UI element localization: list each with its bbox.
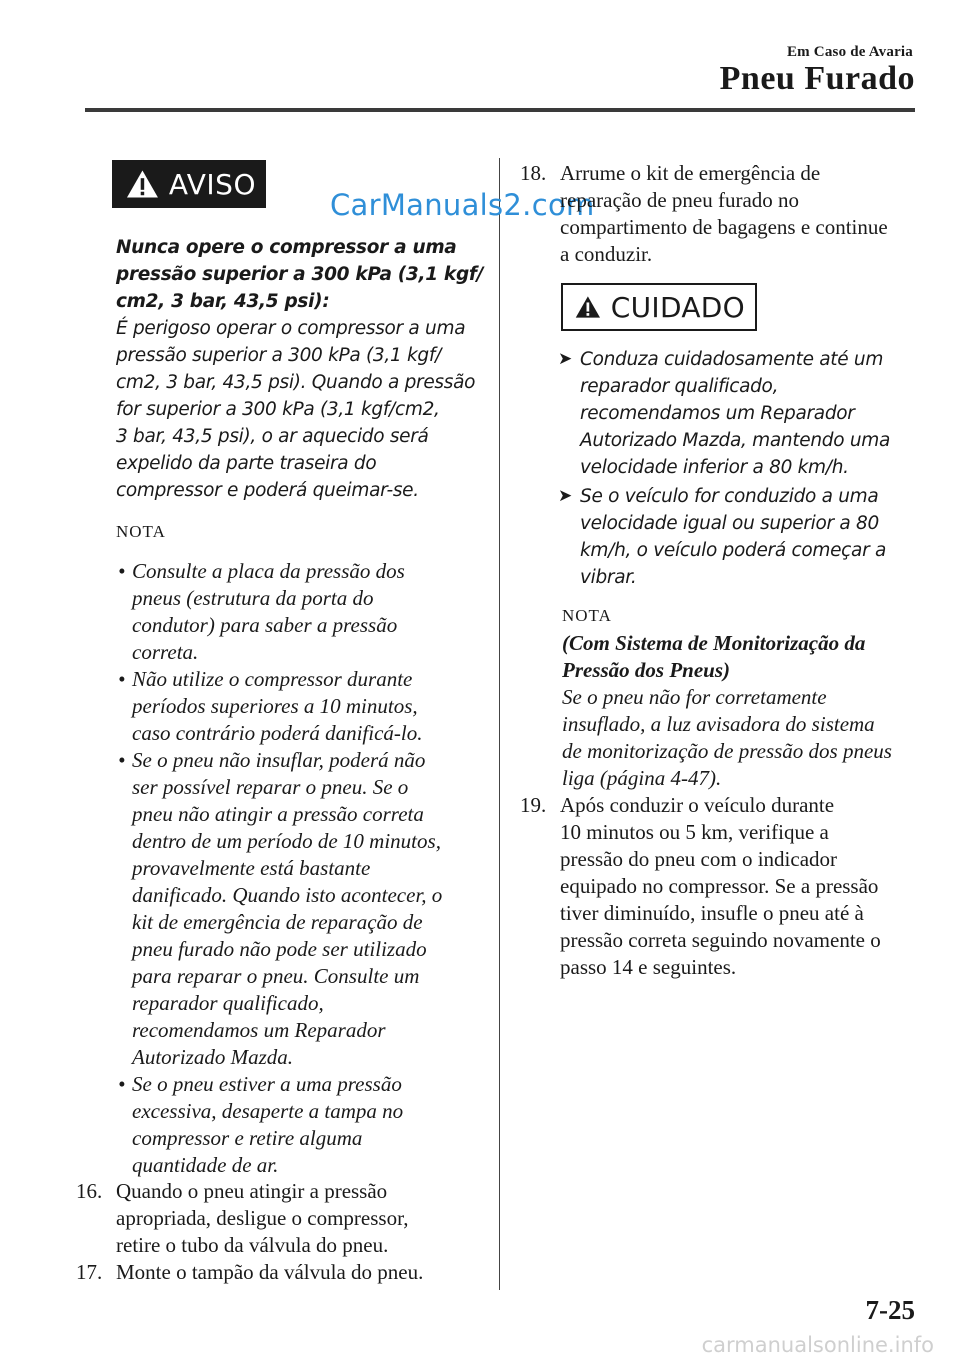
text-line: Consulte a placa da pressão dos: [132, 559, 405, 583]
text-line: Monte o tampão da válvula do pneu.: [116, 1260, 424, 1284]
watermark: CarManuals2.com: [330, 188, 595, 222]
section-title: Em Caso de Avaria: [786, 44, 913, 60]
text-line: É perigoso operar o compressor a uma: [116, 318, 466, 339]
step-number: 16.: [76, 1179, 103, 1203]
text-line: pressão do pneu com o indicador: [560, 847, 838, 871]
text-line: reparador qualificado,: [132, 991, 324, 1015]
text-line: períodos superiores a 10 minutos,: [132, 694, 418, 718]
text-line: Conduza cuidadosamente até um: [580, 349, 884, 370]
text-line: 3 bar, 43,5 psi), o ar aquecido será: [116, 426, 429, 447]
text-line: reparador qualificado,: [580, 376, 779, 397]
text-line: condutor) para saber a pressão: [132, 613, 398, 637]
caution-label: CUIDADO: [610, 290, 745, 324]
step-item: [76, 1178, 496, 1259]
text-line: cm2, 3 bar, 43,5 psi):: [116, 291, 330, 312]
text-line: insuflado, a luz avisadora do sistema: [562, 712, 875, 736]
text-line: cm2, 3 bar, 43,5 psi). Quando a pressão: [116, 372, 476, 393]
text-line: dentro de um período de 10 minutos,: [132, 829, 441, 853]
list-item: [558, 346, 918, 481]
text-line: Após conduzir o veículo durante: [560, 793, 835, 817]
text-line: vibrar.: [580, 567, 637, 588]
text-line: ser possível reparar o pneu. Se o: [132, 775, 409, 799]
text-line: velocidade igual ou superior a 80: [580, 513, 879, 534]
text-line: pneus (estrutura da porta do: [132, 586, 374, 610]
step-item: [76, 1259, 496, 1286]
warning-heading: [116, 234, 486, 315]
caution-triangle-icon: [575, 292, 601, 322]
text-line: recomendamos um Reparador: [132, 1018, 386, 1042]
text-line: compartimento de bagagens e continue: [560, 215, 888, 239]
text-line: 10 minutos ou 5 km, verifique a: [560, 820, 829, 844]
text-line: passo 14 e seguintes.: [560, 955, 737, 979]
text-line: compressor e retire alguma: [132, 1126, 363, 1150]
warning-triangle-icon: [126, 169, 159, 199]
list-item: [106, 747, 486, 1071]
text-line: Se o veículo for conduzido a uma: [580, 486, 879, 507]
page-title: Pneu Furado: [719, 60, 915, 97]
text-line: caso contrário poderá danificá-lo.: [132, 721, 423, 745]
warning-label-box: [112, 160, 266, 208]
text-line: reparação de pneu furado no: [560, 188, 800, 212]
text-line: compressor e poderá queimar-se.: [116, 480, 419, 501]
text-line: velocidade inferior a 80 km/h.: [580, 457, 849, 478]
note-subheading: [562, 630, 922, 684]
text-line: Autorizado Mazda, mantendo uma: [580, 430, 891, 451]
text-line: Autorizado Mazda.: [132, 1045, 294, 1069]
step-item: [520, 792, 920, 981]
footer-watermark: carmanualsonline.info: [701, 1333, 934, 1357]
text-line: Se o pneu estiver a uma pressão: [132, 1072, 402, 1096]
note-heading: NOTA: [562, 606, 612, 625]
text-line: pressão superior a 300 kPa (3,1 kgf/: [116, 345, 442, 366]
text-line: Nunca opere o compressor a uma: [116, 237, 457, 258]
note-heading: NOTA: [116, 522, 166, 541]
step-19: [520, 792, 920, 981]
step-number: 17.: [76, 1260, 103, 1284]
step-number: 19.: [520, 793, 547, 817]
text-line: pneu não atingir a pressão correta: [132, 802, 424, 826]
warning-label: AVISO: [168, 167, 256, 201]
text-line: excessiva, desaperte a tampa no: [132, 1099, 404, 1123]
note-bullets: [106, 558, 486, 1179]
text-line: km/h, o veículo poderá começar a: [580, 540, 886, 561]
warning-text: [116, 234, 486, 504]
text-line: tiver diminuído, insufle o pneu até à: [560, 901, 864, 925]
step-item: [520, 160, 920, 268]
text-line: Quando o pneu atingir a pressão: [116, 1179, 388, 1203]
text-line: quantidade de ar.: [132, 1153, 279, 1177]
text-line: a conduzir.: [560, 242, 653, 266]
warning-body: [116, 315, 486, 504]
text-line: (Com Sistema de Monitorização da: [562, 631, 866, 655]
column-divider: [499, 158, 500, 1290]
text-line: pneu furado não pode ser utilizado: [132, 937, 427, 961]
text-line: Se o pneu não insuflar, poderá não: [132, 748, 426, 772]
list-item: [106, 558, 486, 666]
text-line: Se o pneu não for corretamente: [562, 685, 827, 709]
text-line: pressão superior a 300 kPa (3,1 kgf/: [116, 264, 484, 285]
text-line: de monitorização de pressão dos pneus: [562, 739, 892, 763]
text-line: apropriada, desligue o compressor,: [116, 1206, 409, 1230]
text-line: equipado no compressor. Se a pressão: [560, 874, 879, 898]
text-line: liga (página 4-47).: [562, 766, 722, 790]
page-number: 7-25: [865, 1295, 915, 1325]
bullet-marker: •: [118, 1072, 126, 1096]
bullet-marker: •: [118, 748, 126, 772]
text-line: pressão correta seguindo novamente o: [560, 928, 881, 952]
text-line: Arrume o kit de emergência de: [560, 161, 821, 185]
header-divider: [85, 108, 915, 112]
list-item: [558, 483, 918, 591]
caution-items: [558, 346, 918, 591]
list-item: [106, 1071, 486, 1179]
text-line: retire o tubo da válvula do pneu.: [116, 1233, 389, 1257]
text-line: danificado. Quando isto acontecer, o: [132, 883, 443, 907]
bullet-marker: •: [118, 559, 126, 583]
text-line: kit de emergência de reparação de: [132, 910, 423, 934]
note-body: [562, 684, 922, 792]
text-line: correta.: [132, 640, 199, 664]
caution-label-box: [561, 283, 757, 331]
list-item: [106, 666, 486, 747]
step-18: [520, 160, 920, 268]
text-line: Não utilize o compressor durante: [132, 667, 413, 691]
text-line: for superior a 300 kPa (3,1 kgf/cm2,: [116, 399, 440, 420]
text-line: recomendamos um Reparador: [580, 403, 855, 424]
text-line: para reparar o pneu. Consulte um: [132, 964, 420, 988]
bullet-marker: •: [118, 667, 126, 691]
text-line: expelido da parte traseira do: [116, 453, 377, 474]
arrow-bullet-icon: ➤: [558, 486, 572, 506]
arrow-bullet-icon: ➤: [558, 349, 572, 369]
text-line: provavelmente está bastante: [132, 856, 371, 880]
step-number: 18.: [520, 161, 547, 185]
text-line: Pressão dos Pneus): [562, 658, 731, 682]
steps-16-17: [76, 1178, 496, 1286]
